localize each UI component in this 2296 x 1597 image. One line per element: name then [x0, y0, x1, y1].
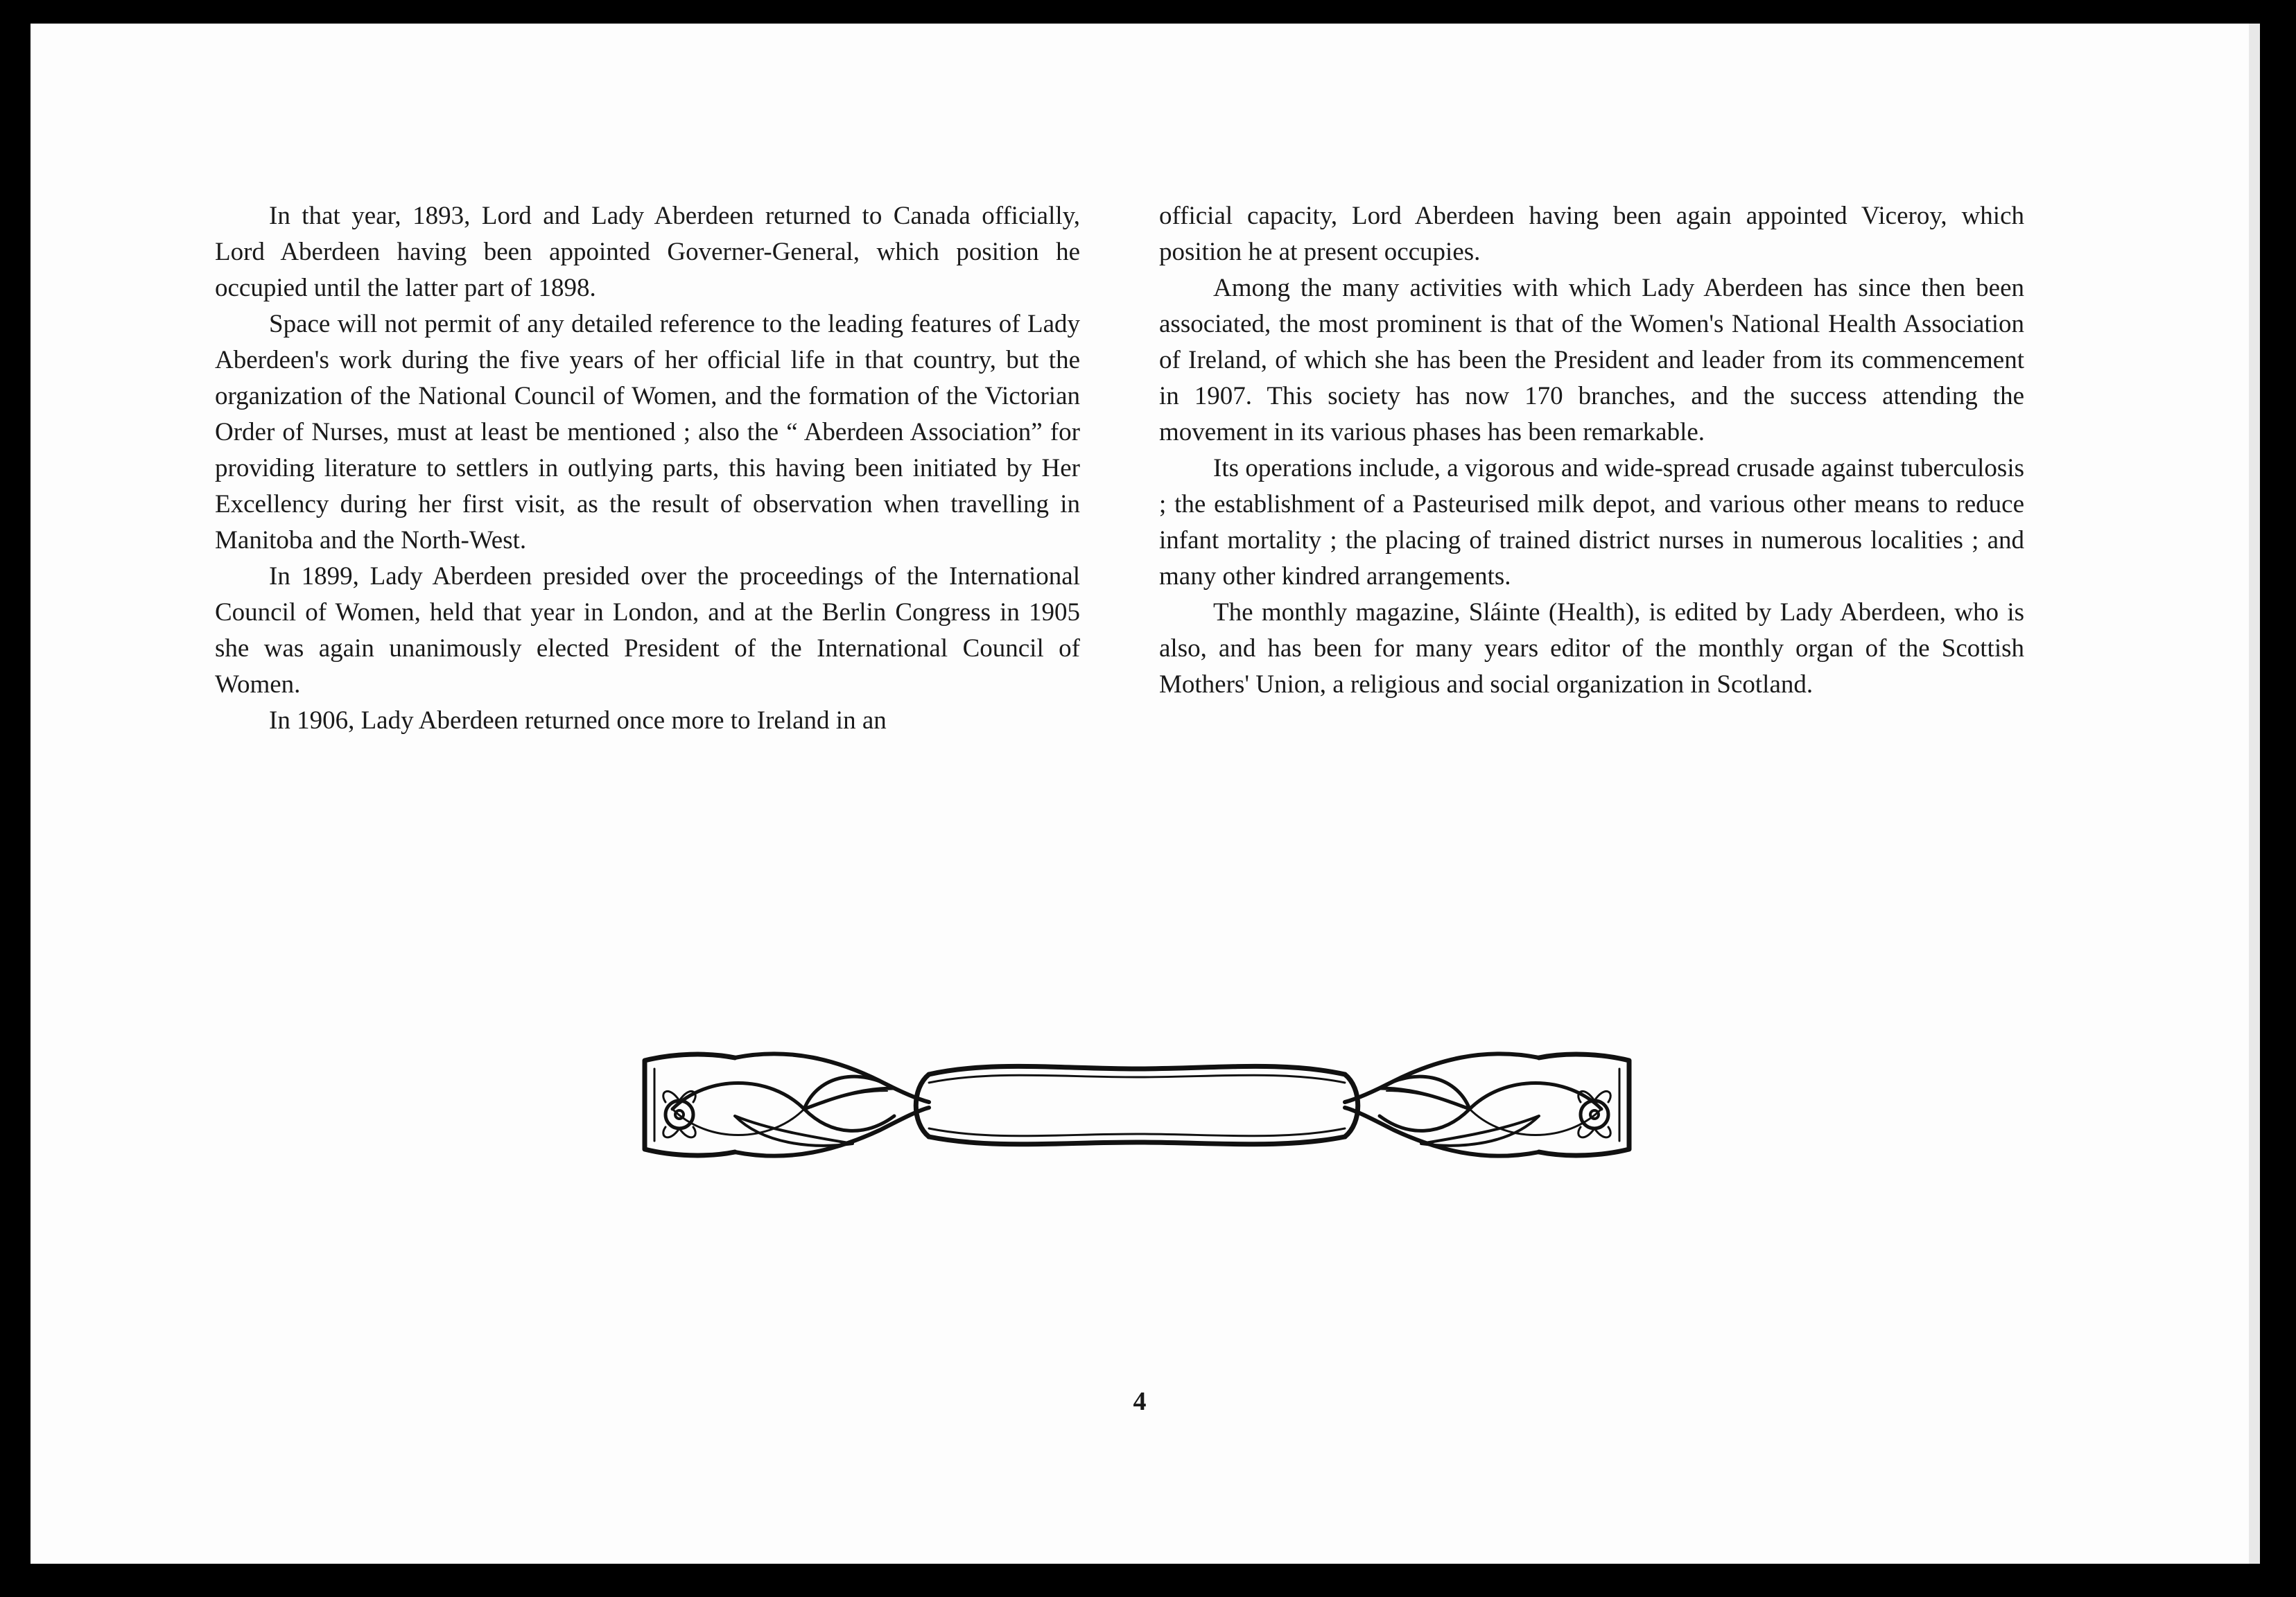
paragraph: The monthly magazine, Sláinte (Health), is edited by Lady Aberdeen, who is also, and has been for many years editor of the monthly organ of the Scottish Mothers' Union, a religious and social organization in Scotland.	[1159, 598, 2024, 699]
right-text-column	[1159, 198, 2024, 703]
book-page	[31, 24, 2249, 1564]
paragraph: Among the many activities with which Lady Aberdeen has since then been associated, the most prominent is that of the Women's National Health Association of Ireland, of which she has been the President and leader from its commencement in 1907. This society has now 170 branches, and the success attending the movement in its various phases has been remarkable.	[1159, 274, 2024, 446]
paragraph: Space will not permit of any detailed reference to the leading features of Lady Aberdeen's work during the five years of her official life in that country, but the organization of the National Council of Women, and the formation of the Victorian Order of Nurses, must at least be mentioned ; also the “ Aberdeen Association” for providing literature to settlers in outlying parts, this having been initiated by Her Excellency during her first visit, as the result of observation when travelling in Manitoba and the North-West.	[215, 310, 1080, 555]
floral-banner-ornament-icon	[631, 1033, 1643, 1171]
page-edge-shadow	[2249, 24, 2260, 1564]
paragraph: In 1899, Lady Aberdeen presided over the proceedings of the International Council of Women, held that year in London, and at the Berlin Congress in 1905 she was again unanimously elected President of the International Council of Women.	[215, 562, 1080, 699]
page-number: 4	[1133, 1387, 1147, 1416]
paragraph: In that year, 1893, Lord and Lady Aberdeen returned to Canada officially, Lord Aberdeen having been appointed Governer-General, which position he occupied until the latter part of 1898.	[215, 202, 1080, 302]
paragraph: Its operations include, a vigorous and wide-spread crusade against tuberculosis ; the establishment of a Pasteurised milk depot, and various other means to reduce infant mortality ; the placing of trained district nurses in numerous localities ; and many other kindred arrangements.	[1159, 454, 2024, 591]
paragraph: In 1906, Lady Aberdeen returned once more to Ireland in an	[269, 706, 887, 735]
left-text-column	[215, 198, 1080, 739]
paragraph-continued: official capacity, Lord Aberdeen having been again appointed Viceroy, which position he at present occupies.	[1159, 202, 2024, 266]
